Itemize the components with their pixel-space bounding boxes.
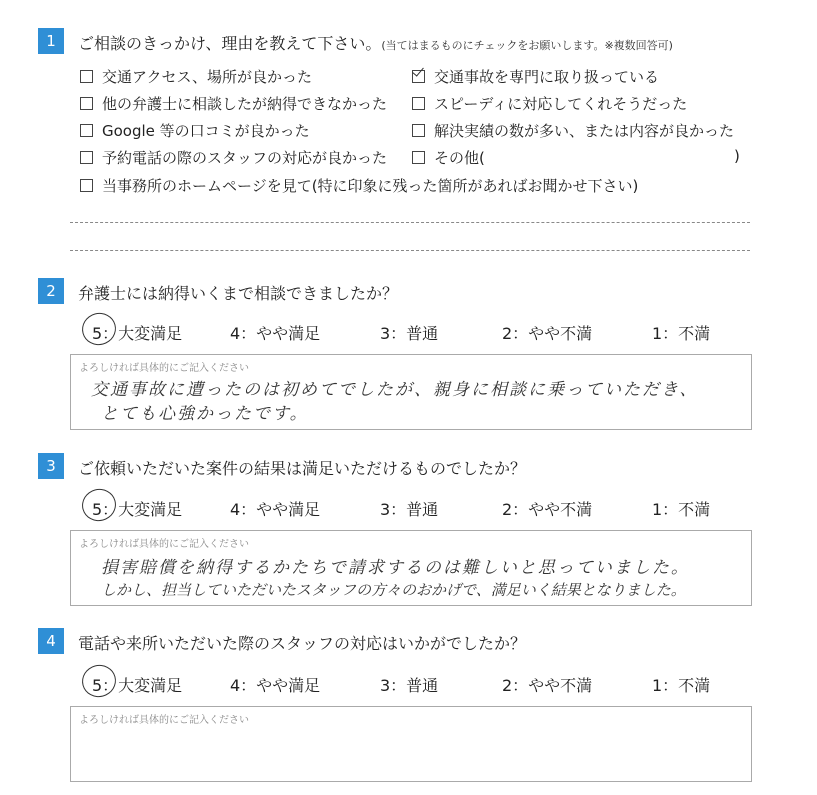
handwritten-comment-line: しかし、担当していただいたスタッフの方々のおかげで、満足いく結果となりました。 <box>101 581 686 599</box>
checkbox-icon[interactable] <box>80 124 93 137</box>
question-title-3: ご依頼いただいた案件の結果は満足いただけるものでしたか？ <box>78 459 527 478</box>
other-paren-close: ) <box>734 147 740 165</box>
rating-4-satisfied[interactable]: 4：やや満足 <box>230 676 321 695</box>
checkbox-icon[interactable] <box>80 179 93 192</box>
question-number-2: 2 <box>38 278 64 304</box>
question-title-1 <box>78 31 673 54</box>
checkbox-icon[interactable] <box>80 151 93 164</box>
write-in-line-2[interactable] <box>70 250 750 251</box>
handwritten-comment-line: とても心強かったです。 <box>101 404 309 424</box>
rating-2-dissatisfied[interactable]: 2：やや不満 <box>502 324 593 343</box>
checkbox-icon[interactable] <box>80 97 93 110</box>
comment-placeholder: よろしければ具体的にご記入ください <box>79 363 249 374</box>
checkbox-option-google-reviews[interactable]: Google 等の口コミが良かった <box>80 120 310 141</box>
question-title-4: 電話や来所いただいた際のスタッフの対応はいかがでしたか？ <box>78 634 527 653</box>
checkbox-icon[interactable] <box>80 70 93 83</box>
checkbox-option-other[interactable]: その他( <box>412 147 485 168</box>
checkbox-option-homepage[interactable]: 当事務所のホームページを見て(特に印象に残った箇所があればお聞かせ下さい) <box>80 175 638 196</box>
checkbox-option-access[interactable]: 交通アクセス、場所が良かった <box>80 66 312 87</box>
comment-box-q3[interactable] <box>70 530 752 606</box>
rating-3-neutral[interactable]: 3：普通 <box>380 676 439 695</box>
comment-box-q4[interactable] <box>70 706 752 782</box>
comment-box-q2[interactable] <box>70 354 752 430</box>
question-title-1-text: ご相談のきっかけ、理由を教えて下さい。 <box>78 34 382 53</box>
question-number-3: 3 <box>38 453 64 479</box>
rating-4-satisfied[interactable]: 4：やや満足 <box>230 324 321 343</box>
rating-5-very-satisfied[interactable]: 5：大変満足 <box>92 500 183 519</box>
rating-1-very-dissatisfied[interactable]: 1：不満 <box>652 500 711 519</box>
rating-1-very-dissatisfied[interactable]: 1：不満 <box>652 324 711 343</box>
question-number-4: 4 <box>38 628 64 654</box>
rating-4-satisfied[interactable]: 4：やや満足 <box>230 500 321 519</box>
rating-2-dissatisfied[interactable]: 2：やや不満 <box>502 500 593 519</box>
checkbox-icon[interactable] <box>412 97 425 110</box>
checkbox-option-other-lawyer[interactable]: 他の弁護士に相談したが納得できなかった <box>80 93 387 114</box>
comment-placeholder: よろしければ具体的にご記入ください <box>79 715 249 726</box>
rating-2-dissatisfied[interactable]: 2：やや不満 <box>502 676 593 695</box>
comment-placeholder: よろしければ具体的にご記入ください <box>79 539 249 550</box>
rating-5-very-satisfied[interactable]: 5：大変満足 <box>92 676 183 695</box>
rating-3-neutral[interactable]: 3：普通 <box>380 500 439 519</box>
checkbox-option-speedy[interactable]: スピーディに対応してくれそうだった <box>412 93 687 114</box>
checkbox-option-results[interactable]: 解決実績の数が多い、または内容が良かった <box>412 120 734 141</box>
question-number-1: 1 <box>38 28 64 54</box>
question-1-note: (当てはまるものにチェックをお願いします。※複数回答可) <box>381 39 673 52</box>
checkbox-icon[interactable] <box>412 151 425 164</box>
handwritten-comment-line: 損害賠償を納得するかたちで請求するのは難しいと思っていました。 <box>101 558 690 578</box>
handwritten-comment-line: 交通事故に遭ったのは初めてでしたが、親身に相談に乗っていただき、 <box>91 380 699 400</box>
rating-3-neutral[interactable]: 3：普通 <box>380 324 439 343</box>
checkbox-option-traffic-specialist[interactable]: 交通事故を専門に取り扱っている <box>412 66 659 87</box>
checked-checkbox-icon[interactable] <box>412 70 425 83</box>
write-in-line-1[interactable] <box>70 222 750 223</box>
rating-5-very-satisfied[interactable]: 5：大変満足 <box>92 324 183 343</box>
checkbox-option-phone-staff[interactable]: 予約電話の際のスタッフの対応が良かった <box>80 147 387 168</box>
question-title-2: 弁護士には納得いくまで相談できましたか？ <box>78 284 399 303</box>
rating-1-very-dissatisfied[interactable]: 1：不満 <box>652 676 711 695</box>
checkbox-icon[interactable] <box>412 124 425 137</box>
